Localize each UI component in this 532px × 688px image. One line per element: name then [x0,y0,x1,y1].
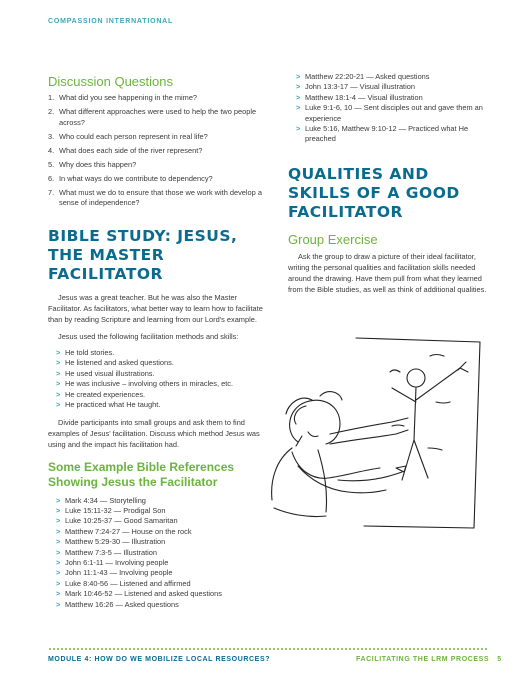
group-exercise-title: Group Exercise [288,231,378,247]
question-item [48,188,268,209]
bible-study-title: BIBLE STUDY: JESUS, THE MASTER FACILITATOR [48,226,238,283]
reference-item-text: Matthew 16:26 — Asked questions [65,599,179,609]
reference-item-text: John 13:3-17 — Visual illustration [305,82,415,92]
discussion-questions [48,93,268,209]
question-text: What different approaches were used to help the two people across? [59,107,257,127]
reference-item-text: Matthew 5:29-30 — Illustration [65,537,166,547]
question-number: 7. [48,187,55,197]
chevron-right-icon: > [56,568,61,578]
reference-item [296,82,493,92]
footer-section-title: FACILITATING THE LRM PROCESS [356,656,490,663]
reference-item [56,496,268,506]
bible-study-intro: Jesus was a great teacher. But he was also the Master Facilitator. As facilitators, what better way to learn how to facilitate than by reading Scripture and learning from our Lord's example. [48,292,263,324]
reference-item-text: Luke 15:11-32 — Prodigal Son [65,505,166,515]
reference-item [296,124,493,145]
question-number: 5. [48,159,55,169]
question-number: 4. [48,145,55,155]
reference-item-text: Matthew 22:20-21 — Asked questions [305,72,430,81]
references-list [56,496,268,610]
question-text: What did you see happening in the mime? [59,93,198,102]
reference-item [296,72,493,82]
method-item [56,358,268,369]
question-item [48,174,268,185]
chevron-right-icon: > [56,495,61,505]
chevron-right-icon: > [296,82,301,92]
reference-item-text: Matthew 7:24-27 — House on the rock [65,526,192,536]
reference-item [56,579,268,589]
reference-item [56,600,268,610]
reference-item [56,527,268,537]
chevron-right-icon: > [296,103,301,113]
reference-item-text: Luke 8:40-56 — Listened and affirmed [65,578,191,588]
method-item-text: He was inclusive – involving others in miracles, etc. [65,379,233,388]
chevron-right-icon: > [56,589,61,599]
reference-item [56,558,268,568]
org-header: COMPASSION INTERNATIONAL [48,18,174,25]
chevron-right-icon: > [56,379,61,388]
method-item [56,348,268,359]
chevron-right-icon: > [56,516,61,526]
reference-item-text: Matthew 7:3-5 — Illustration [65,547,158,557]
chevron-right-icon: > [56,537,61,547]
reference-item [56,548,268,558]
chevron-right-icon: > [56,526,61,536]
method-item [56,400,268,411]
discussion-title: Discussion Questions [48,74,173,89]
question-text: Why does this happen? [59,159,137,169]
reference-item [56,516,268,526]
chevron-right-icon: > [296,72,301,81]
reference-item [56,589,268,599]
page-number: 5 [497,656,502,663]
chevron-right-icon: > [56,368,61,378]
chevron-right-icon: > [296,124,301,134]
chevron-right-icon: > [56,389,61,399]
references-title: Some Example Bible References Showing Jesus the Facilitator [48,459,235,489]
reference-item [56,568,268,578]
reference-item-text: Luke 9:1-6, 10 — Sent disciples out and gave them an experience [305,103,483,123]
chevron-right-icon: > [296,92,301,102]
reference-item-text: Mark 4:34 — Storytelling [65,495,146,505]
question-number: 3. [48,131,55,141]
reference-item [56,537,268,547]
bible-study-methods-intro: Jesus used the following facilitation methods and skills: [58,331,239,341]
question-number: 2. [48,107,55,116]
reference-item-text: Luke 10:25-37 — Good Samaritan [65,516,178,526]
chevron-right-icon: > [56,347,61,357]
left-column [48,74,268,616]
question-text: What must we do to ensure that those we work with develop a sense of independence? [59,187,262,207]
question-text: Who could each person represent in real life? [59,131,208,141]
footer-module: MODULE 4: HOW DO WE MOBILIZE LOCAL RESOURCES? [48,656,271,663]
method-item-text: He listened and asked questions. [65,358,174,367]
facilitator-sketch-illustration [268,330,486,532]
chevron-right-icon: > [56,599,61,609]
method-item-text: He told stories. [65,347,115,357]
reference-item-text: Matthew 18:1-4 — Visual illustration [305,92,423,102]
question-item [48,160,268,171]
reference-item [296,93,493,103]
question-number: 1. [48,93,55,102]
method-item [56,390,268,401]
method-item-text: He used visual illustrations. [65,368,155,378]
chevron-right-icon: > [56,358,61,367]
reference-item-text: Mark 10:46-52 — Listened and asked questions [65,589,222,599]
question-item [48,107,268,128]
bible-study-instructions: Divide participants into small groups and ask them to find examples of Jesus' facilitation. Discuss which method Jesus was using and the impact his facilitation had. [48,417,260,449]
question-item [48,93,268,104]
question-text: What does each side of the river represent? [59,145,203,155]
chevron-right-icon: > [56,505,61,515]
method-item-text: He created experiences. [65,389,146,399]
method-item [56,379,268,390]
method-item-text: He practiced what He taught. [65,400,161,409]
reference-item [56,506,268,516]
reference-item-text: John 11:1-43 — Involving people [65,568,173,578]
method-item [56,369,268,380]
chevron-right-icon: > [56,547,61,557]
references-continued-list [296,72,493,145]
question-item [48,146,268,157]
chevron-right-icon: > [56,557,61,567]
question-text: In what ways do we contribute to dependency? [59,173,213,183]
methods-list [56,348,268,411]
reference-item-text: John 6:1-11 — Involving people [65,557,169,567]
question-item [48,132,268,143]
qualities-title: QUALITIES AND SKILLS OF A GOOD FACILITATOR [288,164,460,221]
chevron-right-icon: > [56,400,61,409]
reference-item-text: Luke 5:16, Matthew 9:10-12 — Practiced what He preached [305,124,469,144]
chevron-right-icon: > [56,578,61,588]
group-exercise-text: Ask the group to draw a picture of their ideal facilitator, writing the personal qualities and facilitation skills needed around the drawing. Have them pull from what they learned from the Bible studies, as well as think of additional qualities. [288,251,487,294]
reference-item [296,103,493,124]
right-column [288,74,493,301]
footer-divider [48,648,488,650]
question-number: 6. [48,173,55,183]
footer-section [356,656,502,663]
